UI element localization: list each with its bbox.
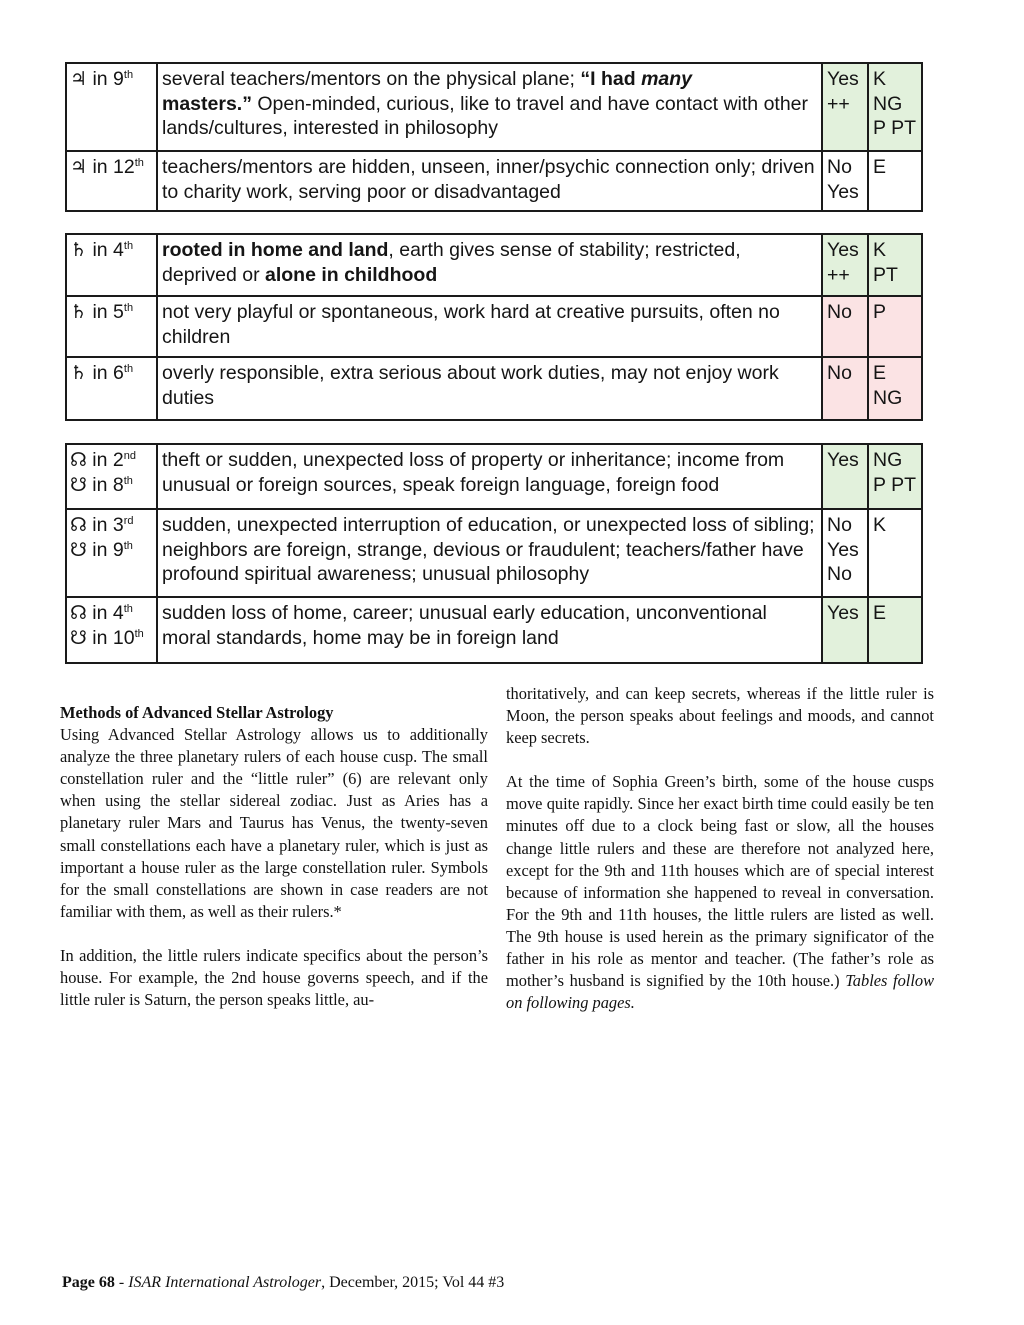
answer-cell: Yes <box>822 597 868 663</box>
code-cell: K <box>868 509 922 597</box>
table-row <box>66 597 922 663</box>
answer-cell: No <box>822 357 868 420</box>
table-row <box>66 63 922 151</box>
answer-cell: Yes ++ <box>822 234 868 296</box>
answer-cell: Yes ++ <box>822 63 868 151</box>
table-row <box>66 509 922 597</box>
saturn-table <box>65 233 923 421</box>
south-node-icon: ☋ <box>70 473 87 496</box>
left-column <box>60 683 488 1011</box>
jupiter-icon: ♃ <box>70 156 88 178</box>
saturn-icon: ♄ <box>70 362 88 384</box>
description-cell: not very playful or spontaneous, work hard at creative pursuits, often no children <box>157 296 822 357</box>
placement-cell: ☊ in 4th ☋ in 10th <box>66 597 157 663</box>
code-cell: K NG P PT <box>868 63 922 151</box>
jupiter-table <box>65 62 923 212</box>
description-cell: rooted in home and land, earth gives sense of stability; restricted, deprived or alone in childhood <box>157 234 822 296</box>
table-row <box>66 234 922 296</box>
code-cell: E NG <box>868 357 922 420</box>
saturn-icon: ♄ <box>70 301 88 323</box>
table-row <box>66 296 922 357</box>
north-node-icon: ☊ <box>70 449 87 471</box>
page-footer: Page 68 - ISAR International Astrologer, December, 2015; Vol 44 #3 <box>62 1274 505 1291</box>
description-cell: sudden loss of home, career; unusual early education, unconventional moral standards, home may be in foreign land <box>157 597 822 663</box>
south-node-icon: ☋ <box>70 626 87 649</box>
placement-cell: ☊ in 3rd ☋ in 9th <box>66 509 157 597</box>
paragraph: At the time of Sophia Green’s birth, some of the house cusps move quite rapidly. Since her exact birth time could easily be ten minutes off due to a clock being fast or slow, all the houses change little rulers and these are therefore not analyzed here, except for the 9th and 11th houses which are of special interest because of information she happened to reveal in conversation. For the 9th and 11th houses, the little rulers are listed as well. The 9th house is used herein as the primary significator of the father in his role as mentor and teacher. (The father’s role as mother’s husband is signified by the 10th house.) Tables follow on following pages. <box>506 772 934 1013</box>
table-row <box>66 444 922 509</box>
right-column <box>506 683 934 1014</box>
code-cell: E <box>868 597 922 663</box>
code-cell: K PT <box>868 234 922 296</box>
paragraph: Using Advanced Stellar Astrology allows us to additionally analyze the three planetary rulers of each house cusp. The small constellation ruler and the “little ruler” (6) are relevant only when using the stellar sidereal zodiac. Just as Aries has a planetary ruler Mars and Taurus has Venus, the twenty-seven small constellations each have a planetary ruler, which is just as important a house ruler as the large constellation ruler. Symbols for the small constellations are shown in case readers are not familiar with them, as well as their rulers.* <box>60 725 488 921</box>
answer-cell: No <box>822 296 868 357</box>
answer-cell: No Yes <box>822 151 868 211</box>
description-cell: teachers/mentors are hidden, unseen, inner/psychic connection only; driven to charity work, serving poor or disadvantaged <box>157 151 822 211</box>
code-cell: E <box>868 151 922 211</box>
answer-cell: Yes <box>822 444 868 509</box>
jupiter-icon: ♃ <box>70 68 88 90</box>
page-number: Page 68 <box>62 1274 115 1291</box>
description-cell: several teachers/mentors on the physical plane; “I had many masters.” Open-minded, curious, like to travel and have contact with other lands/cultures, interested in philosophy <box>157 63 822 151</box>
placement-cell: ☊ in 2nd ☋ in 8th <box>66 444 157 509</box>
description-cell: overly responsible, extra serious about work duties, may not enjoy work duties <box>157 357 822 420</box>
saturn-icon: ♄ <box>70 239 88 261</box>
paragraph: thoritatively, and can keep secrets, whereas if the little ruler is Moon, the person speaks about feelings and moods, and cannot keep secrets. <box>506 684 934 748</box>
placement-cell: ♄ in 4th <box>66 234 157 296</box>
placement-cell: ♄ in 5th <box>66 296 157 357</box>
placement-cell: ♄ in 6th <box>66 357 157 420</box>
table-row <box>66 357 922 420</box>
south-node-icon: ☋ <box>70 538 87 561</box>
paragraph: In addition, the little rulers indicate specifics about the person’s house. For example, the 2nd house governs speech, and if the little ruler is Saturn, the person speaks little, au- <box>60 945 488 1010</box>
north-node-icon: ☊ <box>70 602 87 624</box>
nodes-table <box>65 443 923 664</box>
north-node-icon: ☊ <box>70 514 87 536</box>
section-heading: Methods of Advanced Stellar Astrology <box>60 703 334 722</box>
code-cell: P <box>868 296 922 357</box>
description-cell: sudden, unexpected interruption of education, or unexpected loss of sibling; neighbors are foreign, strange, devious or fraudulent; teachers/father have profound spiritual awareness; unusual philosophy <box>157 509 822 597</box>
answer-cell: No Yes No <box>822 509 868 597</box>
description-cell: theft or sudden, unexpected loss of property or inheritance; income from unusual or foreign sources, speak foreign language, foreign food <box>157 444 822 509</box>
placement-cell: ♃ in 12th <box>66 151 157 211</box>
journal-title: ISAR International Astrologer <box>128 1274 322 1291</box>
placement-cell: ♃ in 9th <box>66 63 157 151</box>
code-cell: NG P PT <box>868 444 922 509</box>
table-row <box>66 151 922 211</box>
